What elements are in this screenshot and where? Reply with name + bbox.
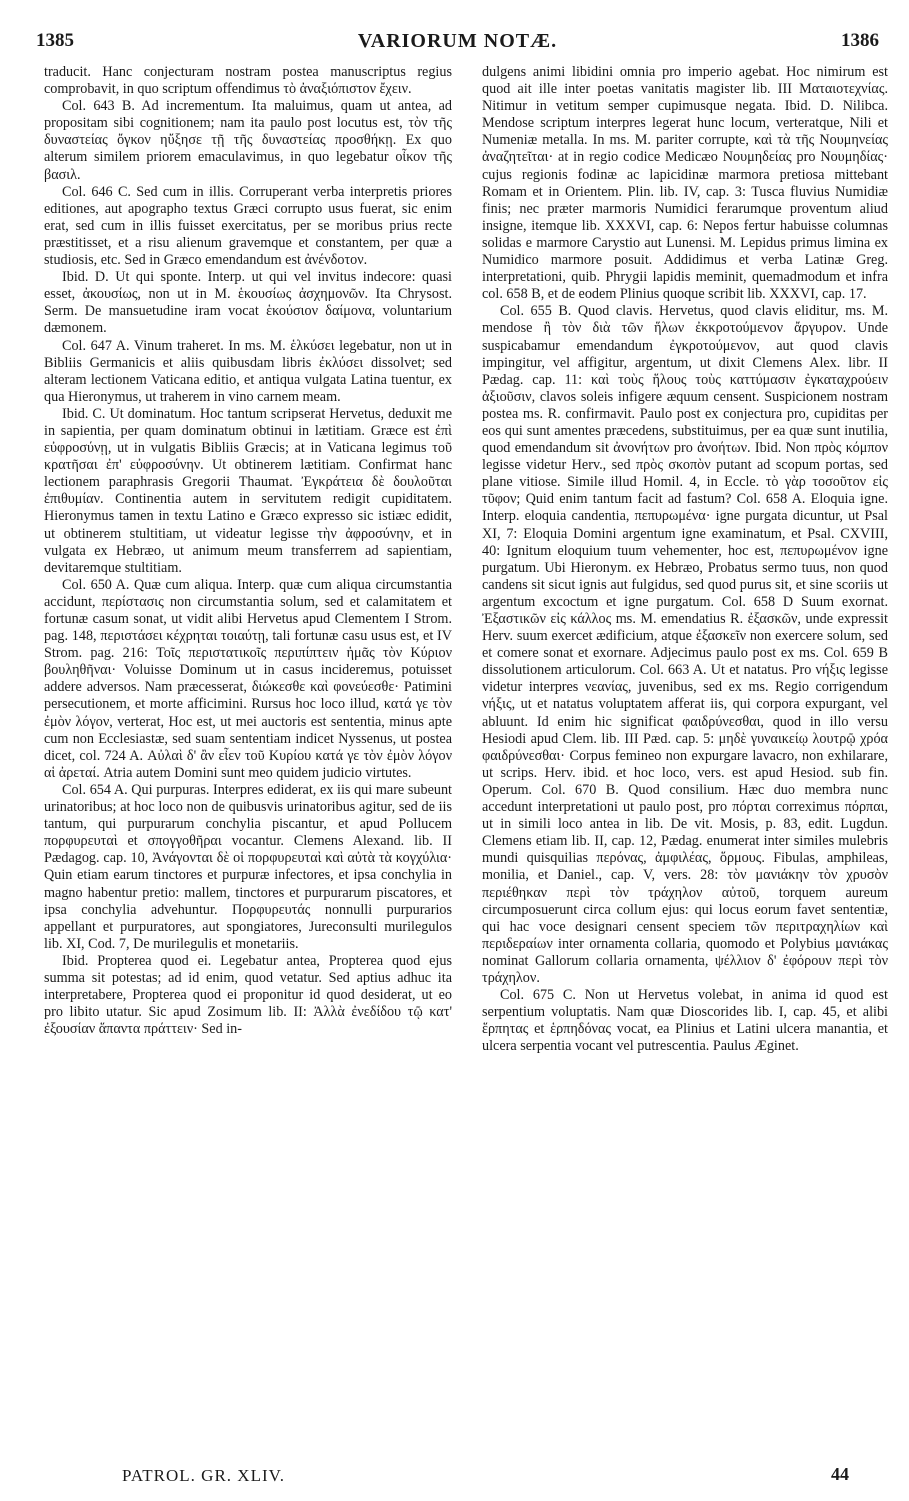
paragraph: Ibid. D. Ut qui sponte. Interp. ut qui vel invitus indecore: quasi esset, ἀκουσίως, non ut in M. ἑκουσίως ἀσχημονῶν. Ita Chrysost. Serm. De mansuetudine iram vocat ἑκούσιον δαίμονα, voluntarium dæmonem. [44,269,452,337]
paragraph: Col. 654 A. Qui purpuras. Interpres ediderat, ex iis qui mare subeunt urinatoribus; at hoc loco non de quibusvis urinatoribus agitur, sed de iis tantum, qui purpurarum conchylia piscantur, et apud Pollucem πορφυρευταὶ et σπογγοθῆραι vocantur. Clemens Alexand. lib. II Pædagog. cap. 10, Ἀνάγονται δὲ οἱ πορφυρευταὶ καὶ αὐτὰ τὰ κογχύλια· Quin etiam earum tinctores et purpuræ infectores, et ipsa conchylia in magno habentur pretio: mallem, tinctores et purpurarum piscatores, et ipsa conchylia advehuntur. Πορφυρευτάς nonnulli purpurarios appellant et purpuratores, aut spongiatores, Jureconsulti murilegulos lib. XI, Cod. 7, De murilegulis et monetariis. [44,781,452,952]
page-footer [44,1466,879,1494]
page-number-left: 1385 [36,30,74,51]
paragraph: traducit. Hanc conjecturam nostram postea manuscriptus regius comprobavit, in quo scriptum offendimus τὸ ἀναξιόπιστον ἔχειν. [44,64,452,98]
paragraph: Col. 655 B. Quod clavis. Hervetus, quod clavis eliditur, ms. M. mendose ἢ τὸν διὰ τῶν ἥλων ἐκκροτούμενον ἄργυρον. Unde suspicabamur emendandum ἐγκροτούμενον, aut quod clavis impingitur, vel affigitur, argentum, ut dixit Clemens Alex. libr. II Pædag. cap. 11: καὶ τοὺς ἥλους τοὺς καττύμασιν ἐγκαταχρούειν ἀξιοῦσιν, clavos soleis infigere æquum censent. Suspicionem nostram postea ms. R. confirmavit. Paulo post ex conjectura pro, cupiditas per eos qui sunt amentes præcedens, substituimus, per ea quæ sunt inutilia, quod emendandum sit ἀνονήτων pro ἀνοήτων. Ibid. Non πρὸς κόμπον legisse videtur Herv., sed πρὸς σκοπὸν putant ad scopum portas, sed plane vitiose. Simile illud Homil. 4, in Eccle. τὸ γὰρ τοσοῦτον εἰς τῦφον; Quid enim tantum facit ad fastum? Col. 658 A. Eloquia igne. Interp. eloquia candentia, πεπυρωμένα· igne purgata dicuntur, ut Psal XI, 7: Eloquia Domini argentum igne examinatum, et Psal. CXVIII, 40: Ignitum eloquium tuum vehementer, hoc est, πεπυρωμένον igne purgatum. Ubi Hieronym. ex Hebræo, Probatus sermo tuus, non quod candens sit sicut ignis aut fulgidus, sed quod purus sit, et sine scoriis ut argentum excoctum et igne purgatum. Col. 658 D Suum exornat. Ἐξαστικῶν εἰς κάλλος ms. M. emendatius R. ἐξασκῶν, unde expressit Herv. suum exercet ædificium, atque ἐξασκεῖν non exercere solum, sed et comere sonat et exornare. Adjecimus paulo post ex ms. Col. 659 B dissolutionem articulorum. Col. 663 A. Ut et natatus. Pro νήξις legisse videtur interpres νεανίας, juvenibus, sed ex ms. Regio corrigendum νήξις, ut et natatus voluptatem afferat iis, qui corpora expurgant, vel abluunt. Id enim hic significat φαιδρύνεσθαι, quod in illo versu Hesiodi apud Clem. lib. III Pæd. cap. 5: μηδὲ γυναικείῳ λουτρῷ χρόα φαιδρύνεσθαι· Corpus femineo non expurgare lavacro, non exhilarare, ut scrips. Herv. ibid. et hoc loco, vers. est apud Hesiod. sub fin. Operum. Col. 670 B. Quod consilium. Hæc duo membra nunc accedunt interpretationi ut paulo post, pro πόρται correximus πόρπαι, ut in simili loco antea in lib. De vit. Mosis, p. 83, edit. Lugdun. Clemens etiam lib. II, cap. 12, Pædag. enumerat inter similes mulebris mundi quisquilias περόνας, ἀμφιλέας, ὅρμους. Fibulas, amphileas, monilia, et Daniel., cap. V, vers. 28: τὸν μανιάκην τὸν χρυσὸν περιέθηκαν περὶ τὸν τράχηλον αὐτοῦ, torquem aureum circumposuerunt circa collum ejus: qui locus eorum favet sententiæ, qui hac voce designari censent speciem τῶν περιτραχηλίων καὶ περιδεραίων inter ornamenta collaria, quomodo et Polybius μανιάκας nominat Gallorum collaria ornamenta, ψέλλιον δ' ἐφόρουν περὶ τὸν τράχηλον. [482,303,888,986]
paragraph: Col. 646 C. Sed cum in illis. Corruperant verba interpretis priores editiones, aut apographo textus Græci corrupto usus fuerat, sic enim erat, sed cum in illis fuisset exercitatus, per se moribus prius recte præstitisset, et a risu alienum gravemque et constantem, per quæ a studiosis, etc. Sed in Græco emendandum est ἀνένδοτον. [44,183,452,269]
page-number-right: 1386 [841,30,879,51]
paragraph: Col. 675 C. Non ut Hervetus volebat, in anima id quod est serpentium voluptatis. Nam quæ Dioscorides lib. I, cap. 45, et alibi ἕρπητας et ἑρπηδόνας vocat, ea Plinius et Latini ulcera manantia, et ulcera serpentia vocant vel putrescentia. Paulus Æginet. [482,987,888,1055]
paragraph: Ibid. Propterea quod ei. Legebatur antea, Propterea quod ejus summa sit potestas; ad id enim, quod vetatur. Sed aptius adhuc ita interpretabere, Propterea quod ei proponitur id quod desiderat, ut eo pro libito utatur. Sic apud Zosimum lib. II: Ἀλλὰ ἐνεδίδου τῷ κατ' ἐξουσίαν ἅπαντα πράττειν· Sed in- [44,952,452,1038]
sheet-number: 44 [831,1464,849,1484]
signature-mark: PATROL. GR. XLIV. [122,1466,285,1485]
running-header [36,30,879,58]
paragraph: Col. 647 A. Vinum traheret. In ms. M. ἑλκύσει legebatur, non ut in Bibliis Germanicis et aliis quibusdam libris ἐκλύσει dissolvet; sed alteram lectionem Vaticana editio, et antiqua vulgata Latina tuentur, ex qua Hieronymus, ut traherem in vino carnem meam. [44,337,452,405]
paragraph: Ibid. C. Ut dominatum. Hoc tantum scripserat Hervetus, deduxit me in sapientia, per quam dominatum obtinui in lætitiam. Græce est ἐπὶ εὐφροσύνῃ, ut in vulgatis Bibliis Græcis; at in Vaticana legimus τοῦ κρατῆσαι ἐπ' εὐφροσύνην. Ut obtinerem lætitiam. Confirmat hanc lectionem paraphrasis Gregorii Thaumat. Ἐγκράτεια δὲ δουλοῦται ἐπιθυμίαν. Continentia autem in servitutem redigit cupiditatem. Hieronymus tamen in textu Latino e Græco expresso sic istiæc edidit, ut obtinerem stultitiam, ut videatur legisse τὴν ἀφροσύνην, et in vulgata ex Hebræo, ut animum meum transferrem ad sapientiam, devitaremque stultitiam. [44,405,452,576]
right-column [482,64,888,1464]
left-column [44,64,452,1464]
paragraph: Col. 650 A. Quæ cum aliqua. Interp. quæ cum aliqua circumstantia accidunt, περίστασις non circumstantia solum, sed et calamitatem et fortunæ casum sonat, ut vidit alibi Hervetus apud Clementem I Strom. pag. 148, περιστάσει κέχρηται τοιαύτῃ, tali fortunæ casu usus est, et IV Strom. pag. 216: Τοῖς περιστατικοῖς περιπίπτειν ἡμᾶς τὸν Κύριον βουληθῆναι· Voluisse Dominum ut in casus incideremus, potuisset addere adversos. Nam præcesserat, διώκεσθε καὶ φονεύεσθε· Patimini persecutionem, et morte afficimini. Rursus hoc loco illud, κατά γε τὸν ἐμὸν λόγον, verterat, Hoc est, ut mei auctoris est sententia, minus apte cum non Ecclesiastæ, sed suam sententiam indicet Nyssenus, ut postea dicet, col. 724 A. Αὐλαὶ δ' ἂν εἶεν τοῦ Κυρίου κατά γε τὸν ἐμὸν λόγον αἱ ἀρεταί. Atria autem Domini sunt meo quidem judicio virtutes. [44,576,452,781]
running-title: VARIORUM NOTÆ. [357,30,558,52]
paragraph: Col. 643 B. Ad incrementum. Ita maluimus, quam ut antea, ad propositam sibi cognitionem; nam ita paulo post locutus est, τὸν τῆς δυναστείας ὄγκον ηὔξησε τῇ τῆς δυναστείας προσθήκῃ. Ex quo alterum similem priorem emaculavimus, in quo legebatur οἶκον τῆς βασιλ. [44,98,452,183]
paragraph: dulgens animi libidini omnia pro imperio agebat. Hoc nimirum est quod ait ille inter poetas vanitatis magister lib. III Ματαιοτεχνίας. Nitimur in vetitum semper cupimusque negata. Ibid. D. Nilibca. Mendose scriptum interpres legerat hunc locum, verteratque, Nili et Numeniæ metalla. In ms. M. pariter corrupte, καὶ τὰ τῆς Νουμηνείας ἀναζητεῖται· at in regio codice Medicæo Νουμηδείας pro Νουμηδίας· cujus regionis fodinæ ac lapicidinæ marmora pretiosa mittebant Romam et in Orientem. Plin. lib. IV, cap. 3: Tusca fluvius Numidiæ finis; nec præter marmoris Numidici ferarumque proventum aliud insigne, itemque lib. XXXVI, cap. 6: Nepos fertur habuisse columnas solidas e marmore Carystio aut Lunensi. M. Lepidus primus limina ex Numidico marmore posuit. Addidimus et verba Latinæ Greg. interpretationi, quib. Phrygii lapidis meminit, quemadmodum et infra col. 658 B, et de eodem Plinius quoque scribit lib. XXXVI, cap. 17. [482,64,888,303]
